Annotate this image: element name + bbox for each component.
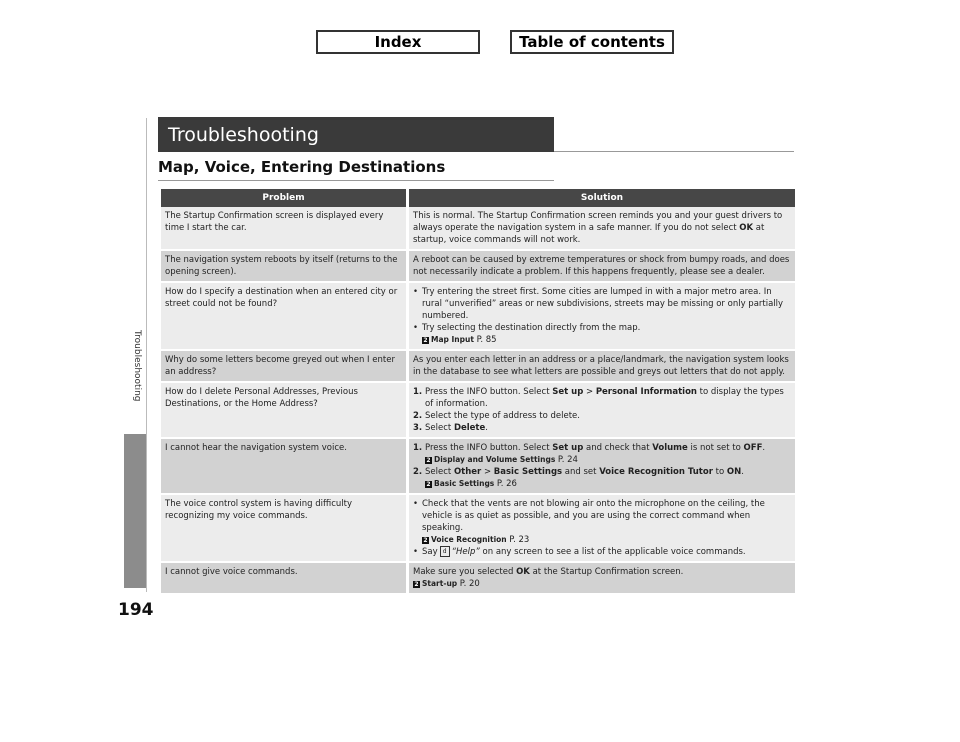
side-divider: [146, 118, 147, 592]
side-tab[interactable]: [124, 434, 146, 588]
cross-reference-link[interactable]: 2 Voice Recognition P. 23: [423, 535, 530, 545]
table-row: [161, 563, 795, 593]
table-of-contents-button[interactable]: Table of contents: [510, 30, 674, 54]
table-row: [161, 351, 795, 383]
reference-arrow-icon: 2: [426, 456, 431, 464]
solution-cell: • Try entering the street first. Some cities are lumped in with a major metro area. In rural “unverified” areas or new subdivisions, streets may be missing or only partially numbered. • Try selecting the destination directly from the map. 2 Map Input P. 85: [409, 283, 795, 351]
page-number: 194: [118, 600, 154, 620]
reference-arrow-icon: 2: [423, 336, 428, 344]
bullet-icon: •: [413, 287, 419, 297]
index-button[interactable]: Index: [316, 30, 480, 54]
problem-cell: The navigation system reboots by itself (returns to the opening screen).: [161, 251, 409, 283]
reference-arrow-icon: 2: [414, 580, 419, 588]
problem-cell: The voice control system is having difficulty recognizing my voice commands.: [161, 495, 409, 563]
problem-cell: I cannot hear the navigation system voice.: [161, 439, 409, 495]
problem-cell: How do I specify a destination when an entered city or street could not be found?: [161, 283, 409, 351]
header-solution: Solution: [409, 189, 795, 207]
solution-cell: • Check that the vents are not blowing air onto the microphone on the ceiling, the vehicle is as quiet as possible, and you are using the correct command when speaking. 2 Voice Recognition P. 23 • Say d “Help” on any screen to see a list of the applicable voice commands.: [409, 495, 795, 563]
side-label-text: Troubleshooting: [132, 330, 142, 402]
banner-rule: [554, 151, 794, 152]
solution-cell: As you enter each letter in an address or a place/landmark, the navigation system looks in the database to see what letters are possible and greys out letters that do not apply.: [409, 351, 795, 383]
section-banner: [158, 117, 554, 152]
table-header-row: [161, 189, 795, 207]
talk-button-icon: d: [440, 546, 450, 557]
troubleshooting-table: [161, 189, 795, 593]
side-label: [126, 330, 146, 450]
table-row: [161, 251, 795, 283]
page-subtitle: Map, Voice, Entering Destinations: [158, 158, 446, 176]
table-row: [161, 495, 795, 563]
reference-arrow-icon: 2: [423, 536, 428, 544]
solution-cell: A reboot can be caused by extreme temperatures or shock from bumpy roads, and does not necessarily indicate a problem. If this happens frequently, please see a dealer.: [409, 251, 795, 283]
table-row: [161, 207, 795, 251]
cross-reference-link[interactable]: 2 Map Input P. 85: [423, 335, 497, 345]
bullet-icon: •: [413, 323, 419, 333]
header-problem: Problem: [161, 189, 409, 207]
table-row: [161, 439, 795, 495]
solution-cell: This is normal. The Startup Confirmation screen reminds you and your guest drivers to always operate the navigation system in a safe manner. If you do not select OK at startup, voice commands will not work.: [409, 207, 795, 251]
problem-cell: How do I delete Personal Addresses, Previous Destinations, or the Home Address?: [161, 383, 409, 439]
subtitle-rule: [158, 180, 554, 181]
problem-cell: Why do some letters become greyed out when I enter an address?: [161, 351, 409, 383]
solution-cell: 1. Press the INFO button. Select Set up and check that Volume is not set to OFF. 2 Display and Volume Settings P. 24 2. Select Other > Basic Settings and set Voice Recognition Tutor to ON. 2 Basic Settings P. 26: [409, 439, 795, 495]
banner-title: Troubleshooting: [168, 123, 319, 146]
problem-cell: I cannot give voice commands.: [161, 563, 409, 593]
table-row: [161, 283, 795, 351]
bullet-icon: •: [413, 499, 419, 509]
solution-cell: Make sure you selected OK at the Startup Confirmation screen. 2 Start-up P. 20: [409, 563, 795, 593]
solution-cell: 1. Press the INFO button. Select Set up > Personal Information to display the types of information. 2. Select the type of address to delete. 3. Select Delete.: [409, 383, 795, 439]
table-row: [161, 383, 795, 439]
problem-cell: The Startup Confirmation screen is displayed every time I start the car.: [161, 207, 409, 251]
cross-reference-link[interactable]: 2 Basic Settings P. 26: [426, 479, 517, 489]
cross-reference-link[interactable]: 2 Display and Volume Settings P. 24: [426, 455, 578, 465]
cross-reference-link[interactable]: 2 Start-up P. 20: [414, 579, 480, 589]
bullet-icon: •: [413, 547, 419, 557]
reference-arrow-icon: 2: [426, 480, 431, 488]
